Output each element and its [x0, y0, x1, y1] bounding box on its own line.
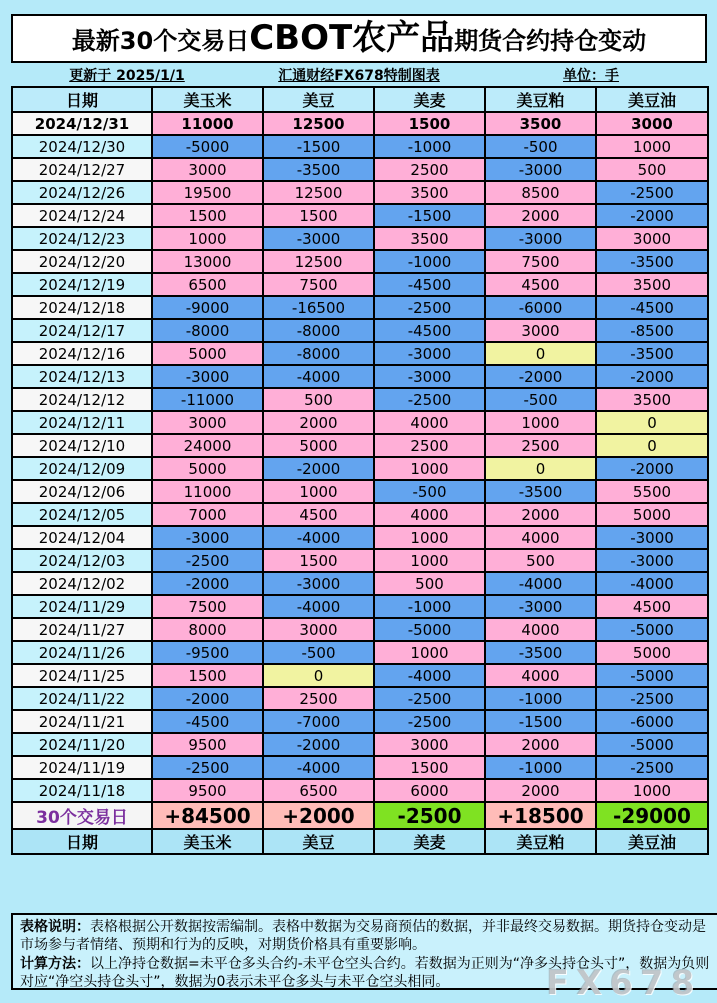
date-cell: 2024/12/12	[12, 388, 152, 411]
value-cell: 2000	[263, 411, 374, 434]
value-cell: 5000	[596, 641, 708, 664]
value-cell: -2500	[596, 687, 708, 710]
value-cell: 19500	[152, 181, 263, 204]
date-cell: 2024/11/18	[12, 779, 152, 802]
col-header-美豆粕: 美豆粕	[485, 829, 596, 854]
date-cell: 2024/12/04	[12, 526, 152, 549]
value-cell: 0	[263, 664, 374, 687]
value-cell: -3000	[485, 158, 596, 181]
date-cell: 2024/11/19	[12, 756, 152, 779]
value-cell: -2000	[596, 365, 708, 388]
table-row	[12, 204, 708, 227]
value-cell: -2000	[263, 457, 374, 480]
value-cell: 5000	[263, 434, 374, 457]
date-cell: 2024/11/29	[12, 595, 152, 618]
unit-label: 单位：手	[563, 67, 619, 84]
value-cell: 2000	[485, 503, 596, 526]
source-credit-wrap	[243, 65, 475, 85]
source-credit: 汇通财经FX678特制图表	[278, 67, 440, 84]
table-row	[12, 457, 708, 480]
value-cell: -2500	[596, 756, 708, 779]
value-cell: 1000	[485, 411, 596, 434]
value-cell: 1000	[374, 549, 485, 572]
value-cell: -4500	[374, 273, 485, 296]
value-cell: 3000	[596, 227, 708, 250]
table-row	[12, 572, 708, 595]
value-cell: 1500	[263, 204, 374, 227]
value-cell: 2500	[263, 687, 374, 710]
value-cell: 7500	[263, 273, 374, 296]
value-cell: -2000	[485, 365, 596, 388]
fx678-watermark: FX678	[545, 963, 701, 1003]
table-row	[12, 250, 708, 273]
positions-table	[11, 86, 709, 855]
value-cell: -2000	[152, 572, 263, 595]
date-cell: 2024/11/20	[12, 733, 152, 756]
date-cell: 2024/12/13	[12, 365, 152, 388]
value-cell: 4000	[485, 526, 596, 549]
table-body	[12, 112, 708, 802]
value-cell: -4000	[263, 756, 374, 779]
value-cell: -4000	[263, 595, 374, 618]
date-cell: 2024/11/25	[12, 664, 152, 687]
unit-label-wrap	[475, 65, 707, 85]
value-cell: 1000	[263, 480, 374, 503]
title-suffix: 期货合约持仓变动	[454, 27, 647, 55]
value-cell: -3000	[152, 526, 263, 549]
value-cell: -2500	[374, 710, 485, 733]
value-cell: 7500	[152, 595, 263, 618]
value-cell: 4000	[374, 503, 485, 526]
value-cell: -11000	[152, 388, 263, 411]
value-cell: 2500	[374, 434, 485, 457]
table-row	[12, 388, 708, 411]
value-cell: -9000	[152, 296, 263, 319]
value-cell: -2000	[152, 687, 263, 710]
date-cell: 2024/12/27	[12, 158, 152, 181]
value-cell: 3000	[152, 411, 263, 434]
table-row	[12, 342, 708, 365]
value-cell: -5000	[152, 135, 263, 158]
table-row	[12, 779, 708, 802]
value-cell: -3000	[485, 227, 596, 250]
value-cell: 0	[485, 457, 596, 480]
date-cell: 2024/12/30	[12, 135, 152, 158]
value-cell: 4000	[485, 664, 596, 687]
table-row	[12, 227, 708, 250]
value-cell: -4000	[374, 664, 485, 687]
value-cell: 4000	[374, 411, 485, 434]
value-cell: -500	[485, 135, 596, 158]
value-cell: 4500	[596, 595, 708, 618]
value-cell: 5500	[596, 480, 708, 503]
date-cell: 2024/11/27	[12, 618, 152, 641]
table-row	[12, 319, 708, 342]
value-cell: 3000	[263, 618, 374, 641]
date-cell: 2024/12/02	[12, 572, 152, 595]
table-row	[12, 733, 708, 756]
col-header-美豆油: 美豆油	[596, 87, 708, 112]
value-cell: 5000	[596, 503, 708, 526]
value-cell: 3500	[596, 388, 708, 411]
value-cell: 7000	[152, 503, 263, 526]
summary-label: 30个交易日	[12, 802, 152, 829]
table-note	[20, 918, 712, 955]
table-header-bottom	[12, 829, 708, 854]
value-cell: 1500	[374, 756, 485, 779]
value-cell: -3500	[596, 342, 708, 365]
date-cell: 2024/12/26	[12, 181, 152, 204]
value-cell: 6000	[374, 779, 485, 802]
value-cell: -3500	[485, 480, 596, 503]
col-header-美玉米: 美玉米	[152, 829, 263, 854]
value-cell: -2500	[374, 388, 485, 411]
value-cell: -2500	[374, 296, 485, 319]
summary-value-cell: -29000	[596, 802, 708, 829]
value-cell: -8000	[263, 319, 374, 342]
value-cell: 1500	[152, 664, 263, 687]
summary-value-cell: +18500	[485, 802, 596, 829]
value-cell: 9500	[152, 733, 263, 756]
table-row	[12, 135, 708, 158]
value-cell: -3000	[596, 549, 708, 572]
table-row	[12, 480, 708, 503]
value-cell: -8000	[152, 319, 263, 342]
date-cell: 2024/12/09	[12, 457, 152, 480]
value-cell: -3000	[152, 365, 263, 388]
value-cell: 1500	[374, 112, 485, 135]
value-cell: 3000	[152, 158, 263, 181]
value-cell: -16500	[263, 296, 374, 319]
value-cell: 7500	[485, 250, 596, 273]
date-cell: 2024/12/19	[12, 273, 152, 296]
value-cell: -3000	[263, 572, 374, 595]
value-cell: 9500	[152, 779, 263, 802]
value-cell: 5000	[152, 342, 263, 365]
value-cell: -5000	[374, 618, 485, 641]
date-cell: 2024/12/20	[12, 250, 152, 273]
date-cell: 2024/12/18	[12, 296, 152, 319]
value-cell: 3000	[485, 319, 596, 342]
value-cell: 3000	[596, 112, 708, 135]
value-cell: -5000	[596, 664, 708, 687]
col-header-美麦: 美麦	[374, 829, 485, 854]
table-row	[12, 434, 708, 457]
value-cell: 500	[485, 549, 596, 572]
date-cell: 2024/12/05	[12, 503, 152, 526]
value-cell: -1000	[374, 595, 485, 618]
table-row	[12, 710, 708, 733]
value-cell: 1500	[263, 549, 374, 572]
value-cell: 8000	[152, 618, 263, 641]
table-note-text: 表格根据公开数据按需编制。表格中数据为交易商预估的数据，并非最终交易数据。期货持仓变动是市场参与者情绪、预期和行为的反映，对期货价格具有重要影响。	[20, 919, 706, 954]
col-header-美豆: 美豆	[263, 829, 374, 854]
col-header-date: 日期	[12, 829, 152, 854]
value-cell: 12500	[263, 181, 374, 204]
value-cell: -9500	[152, 641, 263, 664]
value-cell: -2000	[263, 733, 374, 756]
value-cell: 2500	[485, 434, 596, 457]
value-cell: -2500	[596, 181, 708, 204]
date-cell: 2024/12/24	[12, 204, 152, 227]
value-cell: -2500	[152, 549, 263, 572]
value-cell: 4000	[485, 618, 596, 641]
value-cell: -6000	[596, 710, 708, 733]
value-cell: -500	[374, 480, 485, 503]
col-header-美豆油: 美豆油	[596, 829, 708, 854]
table-row	[12, 181, 708, 204]
value-cell: -4500	[374, 319, 485, 342]
date-cell: 2024/11/22	[12, 687, 152, 710]
value-cell: -3000	[263, 227, 374, 250]
col-header-date: 日期	[12, 87, 152, 112]
date-cell: 2024/12/16	[12, 342, 152, 365]
value-cell: -4000	[263, 526, 374, 549]
value-cell: -500	[485, 388, 596, 411]
table-row	[12, 687, 708, 710]
title-prefix: 最新30个交易日	[71, 27, 250, 55]
date-cell: 2024/11/26	[12, 641, 152, 664]
value-cell: 2000	[485, 733, 596, 756]
value-cell: 4500	[263, 503, 374, 526]
value-cell: 500	[596, 158, 708, 181]
table-row	[12, 112, 708, 135]
value-cell: -2000	[596, 457, 708, 480]
value-cell: 4500	[485, 273, 596, 296]
col-header-美豆: 美豆	[263, 87, 374, 112]
value-cell: -3000	[485, 595, 596, 618]
value-cell: 11000	[152, 112, 263, 135]
value-cell: 0	[596, 434, 708, 457]
method-note-label: 计算方法：	[20, 955, 90, 972]
table-row	[12, 664, 708, 687]
value-cell: 1000	[374, 641, 485, 664]
summary-row	[12, 802, 708, 829]
value-cell: 3500	[374, 181, 485, 204]
value-cell: 11000	[152, 480, 263, 503]
table-row	[12, 296, 708, 319]
update-date-wrap	[11, 65, 243, 85]
value-cell: 13000	[152, 250, 263, 273]
value-cell: 6500	[152, 273, 263, 296]
value-cell: 1000	[596, 135, 708, 158]
table-row	[12, 411, 708, 434]
value-cell: 500	[263, 388, 374, 411]
table-row	[12, 595, 708, 618]
table-row	[12, 273, 708, 296]
table-row	[12, 158, 708, 181]
value-cell: 1000	[374, 526, 485, 549]
table-row	[12, 618, 708, 641]
value-cell: 8500	[485, 181, 596, 204]
value-cell: 0	[596, 411, 708, 434]
value-cell: -3500	[263, 158, 374, 181]
table-row	[12, 756, 708, 779]
update-date: 更新于 2025/1/1	[69, 67, 185, 84]
date-cell: 2024/12/03	[12, 549, 152, 572]
value-cell: 1000	[152, 227, 263, 250]
date-cell: 2024/12/17	[12, 319, 152, 342]
value-cell: -4000	[596, 572, 708, 595]
value-cell: -1500	[485, 710, 596, 733]
value-cell: -5000	[596, 618, 708, 641]
col-header-美豆粕: 美豆粕	[485, 87, 596, 112]
value-cell: -8500	[596, 319, 708, 342]
value-cell: -1500	[263, 135, 374, 158]
value-cell: -3500	[596, 250, 708, 273]
date-cell: 2024/12/23	[12, 227, 152, 250]
value-cell: -3000	[374, 365, 485, 388]
value-cell: 12500	[263, 250, 374, 273]
value-cell: -500	[263, 641, 374, 664]
value-cell: 6500	[263, 779, 374, 802]
value-cell: -1000	[485, 687, 596, 710]
date-cell: 2024/12/31	[12, 112, 152, 135]
value-cell: -3000	[596, 526, 708, 549]
table-row	[12, 365, 708, 388]
date-cell: 2024/12/11	[12, 411, 152, 434]
table-row	[12, 641, 708, 664]
value-cell: 3500	[485, 112, 596, 135]
value-cell: -4500	[596, 296, 708, 319]
value-cell: 12500	[263, 112, 374, 135]
summary-value-cell: +84500	[152, 802, 263, 829]
value-cell: -3000	[374, 342, 485, 365]
value-cell: 5000	[152, 457, 263, 480]
date-cell: 2024/12/06	[12, 480, 152, 503]
table-note-label: 表格说明：	[20, 919, 90, 935]
value-cell: -7000	[263, 710, 374, 733]
value-cell: 3000	[374, 733, 485, 756]
page-title	[11, 14, 707, 63]
value-cell: -4000	[263, 365, 374, 388]
title-highlight: CBOT农产品	[249, 18, 455, 58]
value-cell: -3500	[485, 641, 596, 664]
date-cell: 2024/11/21	[12, 710, 152, 733]
value-cell: -2500	[152, 756, 263, 779]
value-cell: -6000	[485, 296, 596, 319]
value-cell: 500	[374, 572, 485, 595]
value-cell: 1000	[596, 779, 708, 802]
value-cell: -4500	[152, 710, 263, 733]
table-header-top	[12, 87, 708, 112]
table-row	[12, 526, 708, 549]
value-cell: 0	[485, 342, 596, 365]
summary-value-cell: +2000	[263, 802, 374, 829]
value-cell: -5000	[596, 733, 708, 756]
value-cell: -1000	[374, 135, 485, 158]
value-cell: 3500	[596, 273, 708, 296]
value-cell: -8000	[263, 342, 374, 365]
table-row	[12, 549, 708, 572]
value-cell: 3500	[374, 227, 485, 250]
value-cell: 24000	[152, 434, 263, 457]
meta-row	[11, 63, 707, 86]
col-header-美玉米: 美玉米	[152, 87, 263, 112]
value-cell: 2500	[374, 158, 485, 181]
value-cell: -1000	[485, 756, 596, 779]
date-cell: 2024/12/10	[12, 434, 152, 457]
value-cell: -1500	[374, 204, 485, 227]
summary-value-cell: -2500	[374, 802, 485, 829]
value-cell: 2000	[485, 204, 596, 227]
value-cell: -1000	[374, 250, 485, 273]
table-row	[12, 503, 708, 526]
value-cell: -2500	[374, 687, 485, 710]
value-cell: 2000	[485, 779, 596, 802]
value-cell: 1000	[374, 457, 485, 480]
method-note-text: 以上净持仓数据=未平仓多头合约-未平仓空头合约。若数据为正则为“净多头持仓头寸”，数据为负则对应“净空头持仓头寸”，数据为0表示未平仓多头与未平仓空头相同。	[20, 955, 710, 991]
value-cell: 1500	[152, 204, 263, 227]
col-header-美麦: 美麦	[374, 87, 485, 112]
value-cell: -2000	[596, 204, 708, 227]
value-cell: -4000	[485, 572, 596, 595]
